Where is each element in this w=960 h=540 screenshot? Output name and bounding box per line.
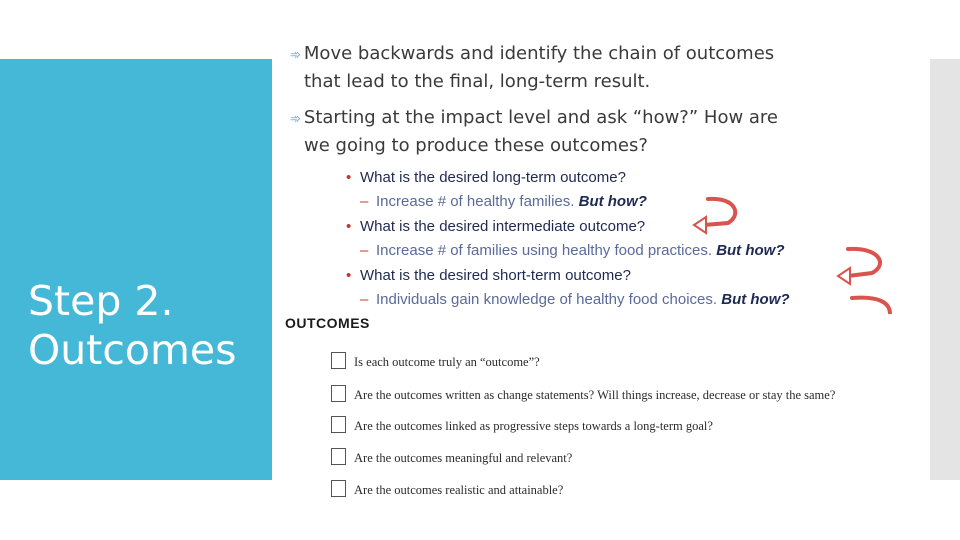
checklist-item: Are the outcomes meaningful and relevant? — [331, 446, 921, 470]
slide-title — [28, 277, 268, 375]
checkbox-icon — [331, 385, 346, 402]
right-edge-strip — [930, 59, 960, 480]
bullet-dot: • — [346, 218, 352, 235]
bullet-dot: • — [346, 169, 352, 186]
bullet-2-line-2: we going to produce these outcomes? — [304, 135, 648, 156]
bullet-1-line-1: Move backwards and identify the chain of outcomes — [303, 43, 775, 64]
curved-arrow-icon — [848, 292, 894, 314]
slide-title-line-2: Outcomes — [28, 326, 237, 374]
curved-arrow-icon — [690, 193, 750, 235]
curved-arrow-icon — [834, 243, 894, 287]
answer-intermediate: – Increase # of families using healthy food practices. But how? — [360, 242, 785, 259]
embedded-outcome-chain-image — [340, 164, 900, 314]
dash-marker: – — [360, 193, 369, 210]
bullet-2 — [290, 105, 850, 159]
checklist-item: Are the outcomes linked as progressive steps towards a long-term goal? — [331, 414, 921, 438]
checkbox-icon — [331, 448, 346, 465]
bullet-2-line-1: Starting at the impact level and ask “how?” How are — [303, 107, 779, 128]
dash-marker: – — [360, 291, 369, 308]
question-long-term: • What is the desired long-term outcome? — [346, 169, 626, 186]
question-short-term: • What is the desired short-term outcome? — [346, 267, 631, 284]
question-intermediate: • What is the desired intermediate outcome? — [346, 218, 646, 235]
page-curl-icon: ➾ — [290, 112, 301, 127]
checklist-item: Are the outcomes written as change statements? Will things increase, decrease or stay the same? — [331, 383, 921, 407]
slide-title-line-1: Step 2. — [28, 277, 174, 325]
checkbox-icon — [331, 416, 346, 433]
checklist-item: Is each outcome truly an “outcome”? — [331, 350, 921, 374]
checklist-item: Are the outcomes realistic and attainable? — [331, 478, 921, 502]
page-curl-icon: ➾ — [290, 48, 301, 63]
title-panel — [0, 59, 272, 480]
dash-marker: – — [360, 242, 369, 259]
checkbox-icon — [331, 352, 346, 369]
bullet-dot: • — [346, 267, 352, 284]
checkbox-icon — [331, 480, 346, 497]
bullet-1-line-2: that lead to the final, long-term result. — [304, 71, 651, 92]
bullet-1 — [290, 41, 850, 95]
answer-long-term: – Increase # of healthy families. But how? — [360, 193, 647, 210]
answer-short-term: – Individuals gain knowledge of healthy food choices. But how? — [360, 291, 790, 308]
checklist-heading: OUTCOMES — [285, 315, 370, 331]
